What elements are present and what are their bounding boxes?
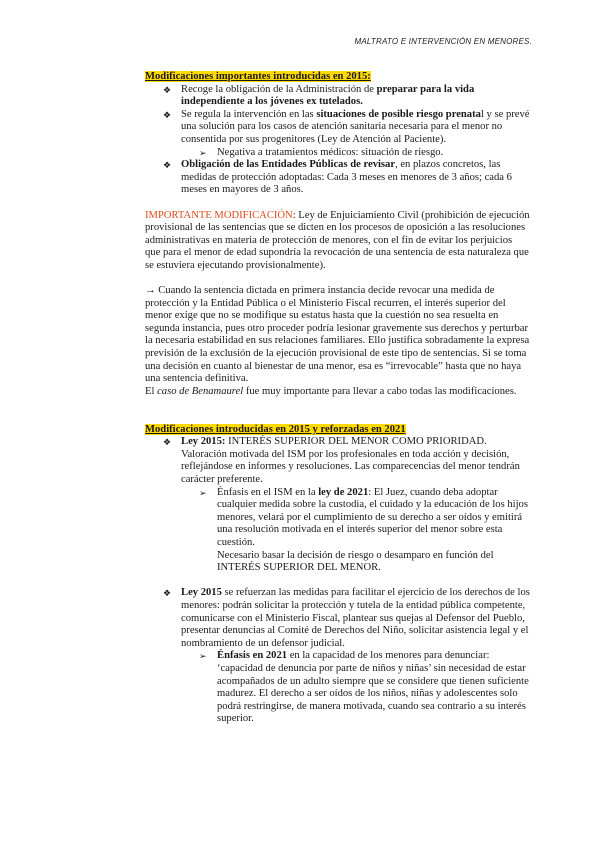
list-item: ❖ Se regula la intervención en las situaciones de posible riesgo prenatal y se prevé una solución para los casos de atención sanitaria necesaria para el menor no consentida por sus progenitores (Ley de Atención al Paciente). [163,108,530,145]
section-title-2015-2021: Modificaciones introducidas en 2015 y reforzadas en 2021 [145,423,406,435]
diamond-bullet-icon: ❖ [163,437,172,448]
list-item: ❖ Ley 2015: INTERÉS SUPERIOR DEL MENOR COMO PRIORIDAD. Valoración motivada del ISM por los profesionales en toda acción y decisión, reflejándose en informes y resoluciones. Las comparecencias del menor tendrán carácter preferente. [163,436,520,485]
important-label: IMPORTANTE MODIFICACIÓN [145,209,293,221]
running-header: MALTRATO E INTERVENCIÓN EN MENORES. [354,37,532,46]
list-item: ❖ Ley 2015 se refuerzan las medidas para facilitar el ejercicio de los derechos de los menores: podrán solicitar la protección y tutela de la entidad pública competente, comunicarse con el Ministerio Fiscal, plantear sus quejas al Defensor del Pueblo, presentar denuncias al Comité de Derechos del Niño, solicitar asistencia legal y el nombramiento de un defensor judicial. [163,587,530,649]
diamond-bullet-icon: ❖ [163,160,172,171]
explanation-paragraph: → Cuando la sentencia dictada en primera instancia decide revocar una medida de protección y la Entidad Pública o el Ministerio Fiscal recurren, el interés superior del menor exige que no se modifique su estatus hasta que la cuestión no sea resuelta en segunda instancia, pues otro proceder podría lesionar gravemente sus derechos y perturbar la necesaria estabilidad en sus relaciones familiares. Ello justifica sobradamente la expresa previsión de la exclusión de la ejecución provisional de este tipo de sentencias. Si se toma una decisión en cuanto al bienestar de una menor, esa es “irrevocable” hasta que no haya una sentencia definitiva. [145,285,530,385]
arrow-bullet-icon: ➢ [199,487,207,498]
list-item: ❖ Recoge la obligación de la Administración de preparar para la vida independiente a los jóvenes ex tutelados. [163,83,475,108]
diamond-bullet-icon: ❖ [163,84,172,95]
arrow-bullet-icon: ➢ [199,651,207,662]
diamond-bullet-icon: ❖ [163,588,172,599]
arrow-bullet-icon: ➢ [199,147,207,158]
sub-list-item: ➢ Negativa a tratamientos médicos: situación de riesgo. [199,146,444,158]
sub-list-item: ➢ Énfasis en 2021 en la capacidad de los menores para denunciar: ‘capacidad de denuncia por parte de niños y niñas’ sin necesidad de estar acompañados de un adulto siempre que se considere que tienen suficiente madurez. El derecho a ser oídos de los niños, niñas y adolescentes solo podrá restringirse, de manera motivada, cuando sea contrario a su interés superior. [199,650,529,725]
important-paragraph: IMPORTANTE MODIFICACIÓN: Ley de Enjuiciamiento Civil (prohibición de ejecución provisional de las sentencias que se dicten en los procesos de oposición a las resoluciones administrativas en materia de protección de menores, con el fin de evitar los perjuicios que para el menor de edad supondría la revocación de una sentencia de esta naturaleza que se estuviera ejecutando provisionalmente). [145,209,530,271]
diamond-bullet-icon: ❖ [163,109,172,120]
list-item: ❖ Obligación de las Entidades Públicas de revisar, en plazos concretos, las medidas de protección adoptadas: Cada 3 meses en menores de 3 años; cada 6 meses en mayores de 3 años. [163,159,512,196]
sub-list-item: ➢ Énfasis en el ISM en la ley de 2021: El Juez, cuando deba adoptar cualquier medida sobre la custodia, el cuidado y la educación de los hijos menores, velará por el cumplimiento de su derecho a ser oídos y emitirá una resolución motivada en el interés superior del menor sobre esta cuestión. [199,486,528,548]
document-body [145,71,530,726]
section-title-2015: Modificaciones importantes introducidas en 2015: [145,71,371,82]
sub-list-item-continuation: Necesario basar la decisión de riesgo o desamparo en función del INTERÉS SUPERIOR DEL MENOR. [217,549,494,574]
benamaurel-paragraph: El caso de Benamaurel fue muy importante para llevar a cabo todas las modificaciones. [145,385,517,397]
